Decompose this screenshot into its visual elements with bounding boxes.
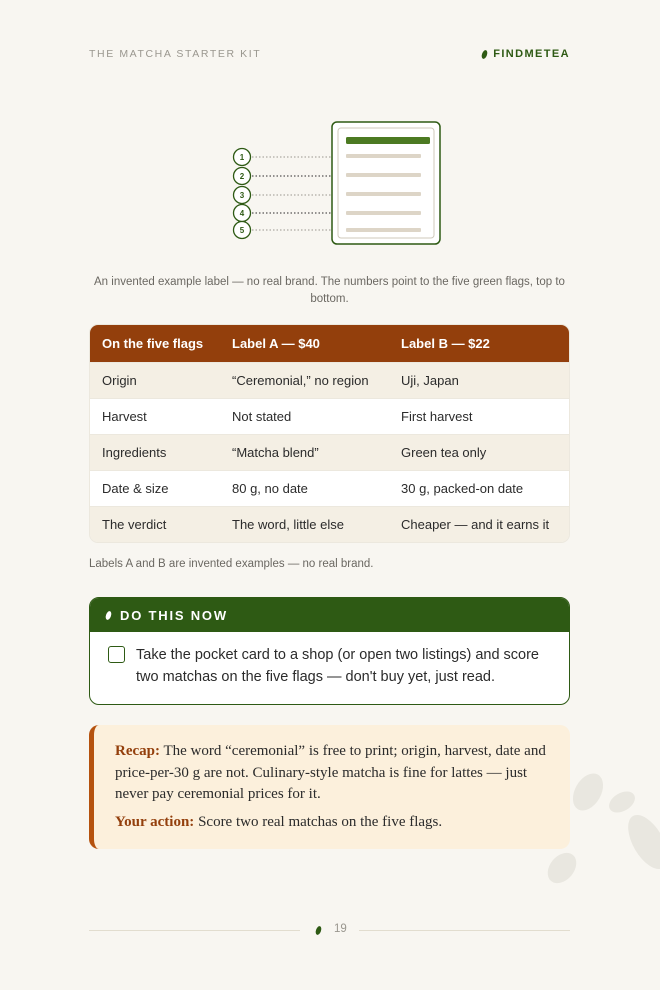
marker-1 [234,149,251,166]
table-cell: First harvest [401,409,473,424]
do-this-now-header [90,598,569,632]
column-header: Label A — $40 [232,336,320,351]
label-illustration [225,118,445,250]
label-bar-3 [346,173,421,177]
table-row [90,470,569,506]
label-bar-6 [346,228,421,232]
label-bar-1 [346,137,430,144]
svg-text:4: 4 [239,209,245,218]
table-cell: Date & size [102,481,169,496]
marker-3 [234,187,251,204]
recap-label: Recap: [115,743,160,759]
action-text: Score two real matchas on the five flags. [194,813,443,830]
page-header [89,48,570,62]
table-cell: Harvest [102,409,147,424]
table-cell: Green tea only [401,445,487,460]
do-this-now-body [90,632,569,688]
table-cell: Uji, Japan [401,373,459,388]
table-cell: Ingredients [102,445,167,460]
label-bar-4 [346,192,421,196]
table-cell: 80 g, no date [232,481,308,496]
label-bar-5 [346,211,421,215]
page-number: 19 [334,923,347,935]
label-card-inner [338,128,434,238]
marker-4 [234,205,251,222]
svg-text:3: 3 [239,191,245,200]
decorative-leaves [540,760,660,890]
footer-rule [89,930,300,931]
leaf-icon [315,925,323,935]
table-cell: 30 g, packed-on date [401,481,524,496]
label-bar-2 [346,154,421,158]
table-cell: The verdict [102,517,167,532]
action-paragraph [115,812,550,834]
table-note: Labels A and B are invented examples — no real brand. [89,558,374,570]
marker-2 [234,168,251,185]
do-this-now-box [89,597,570,705]
table-cell: Origin [102,373,137,388]
footer-rule [359,930,570,931]
table-cell: Cheaper — and it earns it [401,517,550,532]
svg-text:2: 2 [239,172,245,181]
recap-text: The word “ceremonial” is free to print; origin, harvest, date and price-per-30 g are not. Culinary-style matcha is fine for lattes — just never pay ceremonial prices for it. [115,743,546,802]
leaf-icon [481,49,489,59]
brand-mark [482,48,570,60]
svg-text:5: 5 [239,226,245,235]
table-row [90,434,569,470]
table-row [90,506,569,542]
illustration-caption: An invented example label — no real brand. The numbers point to the five green flags, top to bottom. [94,276,565,305]
table-header-row [90,325,569,362]
marker-5 [234,222,251,239]
page-footer [89,922,570,938]
table-cell: “Ceremonial,” no region [232,373,369,388]
table-row [90,362,569,398]
table-cell: “Matcha blend” [232,445,319,460]
table-cell: Not stated [232,409,292,424]
running-title: THE MATCHA STARTER KIT [89,48,262,60]
recap-paragraph [115,741,550,806]
recap-box [89,725,570,849]
column-header: On the five flags [102,336,204,351]
column-header: Label B — $22 [401,336,490,351]
svg-text:1: 1 [239,153,245,162]
task-text: Take the pocket card to a shop (or open two listings) and score two matchas on the five flags — don't buy yet, just read. [136,647,539,685]
leaf-icon [105,610,113,620]
task-checkbox[interactable] [108,646,125,663]
brand-name: FINDMETEA [493,48,570,60]
comparison-table [89,324,570,543]
table-row [90,398,569,434]
table-cell: The word, little else [232,517,344,532]
action-label: Your action: [115,813,195,830]
do-this-now-title: DO THIS NOW [120,607,228,623]
